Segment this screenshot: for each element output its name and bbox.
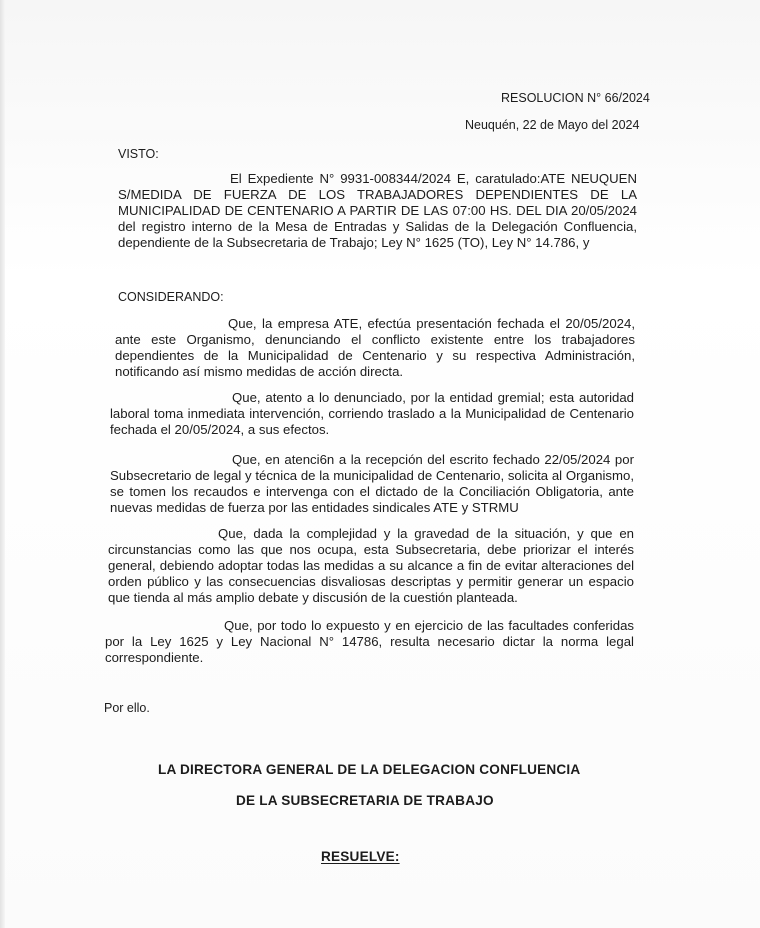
considerando-line: correspondiente.: [105, 650, 204, 665]
visto-line: dependiente de la Subsecretaria de Trabajo; Ley N° 1625 (TO), Ley N° 14.786, y: [118, 235, 590, 250]
considerando-line: Que, en atenci6n a la recepción del escrito fechado 22/05/2024 por: [232, 452, 634, 467]
considerando-line: circunstancias como las que nos ocupa, esta Subsecretaria, debe priorizar el interés: [108, 542, 634, 557]
page-edge-shadow: [0, 0, 5, 928]
visto-line: MUNICIPALIDAD DE CENTENARIO A PARTIR DE LAS 07:00 HS. DEL DIA 20/05/2024: [118, 203, 637, 218]
considerando-line: Que, por todo lo expuesto y en ejercicio de las facultades conferidas: [224, 618, 634, 633]
considerando-line: Que, atento a lo denunciado, por la entidad gremial; esta autoridad: [232, 390, 634, 405]
considerando-line: ante este Organismo, denunciando el conflicto existente entre los trabajadores: [115, 332, 635, 347]
visto-line: S/MEDIDA DE FUERZA DE LOS TRABAJADORES DEPENDIENTES DE LA: [118, 187, 637, 202]
considerando-line: dependientes de la Municipalidad de Centenario y su respectiva Administración,: [115, 348, 635, 363]
considerando-line: se tomen los recaudos e intervenga con el dictado de la Conciliación Obligatoria, ante: [110, 484, 634, 499]
considerando-line: laboral toma inmediata intervención, corriendo traslado a la Municipalidad de Centenario: [110, 406, 634, 421]
considerando-line: notificando así mismo medidas de acción directa.: [115, 364, 404, 379]
por-ello-text: Por ello.: [104, 701, 150, 715]
resolution-date: Neuquén, 22 de Mayo del 2024: [465, 118, 640, 132]
considerando-line: fechada el 20/05/2024, a sus efectos.: [110, 422, 330, 437]
considerando-label: CONSIDERANDO:: [118, 290, 224, 304]
considerando-line: general, debiendo adoptar todas las medidas a su alcance a fin de evitar alteraciones del: [108, 558, 634, 573]
visto-line: del registro interno de la Mesa de Entradas y Salidas de la Delegación Confluencia,: [118, 219, 637, 234]
considerando-line: Que, dada la complejidad y la gravedad de la situación, y que en: [218, 526, 634, 541]
considerando-line: orden público y las consecuencias disvaliosas descriptas y permitir generar un espacio: [108, 574, 634, 589]
issuer-heading-line1: LA DIRECTORA GENERAL DE LA DELEGACION CONFLUENCIA: [158, 762, 581, 777]
resuelve-heading: RESUELVE:: [321, 849, 400, 864]
considerando-line: que tienda al más amplio debate y discusión de la cuestión planteada.: [108, 590, 518, 605]
visto-label: VISTO:: [118, 147, 159, 161]
considerando-line: nuevas medidas de fuerza por las entidades sindicales ATE y STRMU: [110, 500, 519, 515]
considerando-line: Subsecretario de legal y técnica de la municipalidad de Centenario, solicita al Organismo,: [110, 468, 634, 483]
issuer-heading-line2: DE LA SUBSECRETARIA DE TRABAJO: [236, 793, 494, 808]
resolution-number: RESOLUCION N° 66/2024: [501, 91, 650, 105]
visto-line: El Expediente N° 9931-008344/2024 E, caratulado:ATE NEUQUEN: [230, 171, 637, 186]
considerando-line: Que, la empresa ATE, efectúa presentación fechada el 20/05/2024,: [228, 316, 635, 331]
considerando-line: por la Ley 1625 y Ley Nacional N° 14786, resulta necesario dictar la norma legal: [105, 634, 634, 649]
